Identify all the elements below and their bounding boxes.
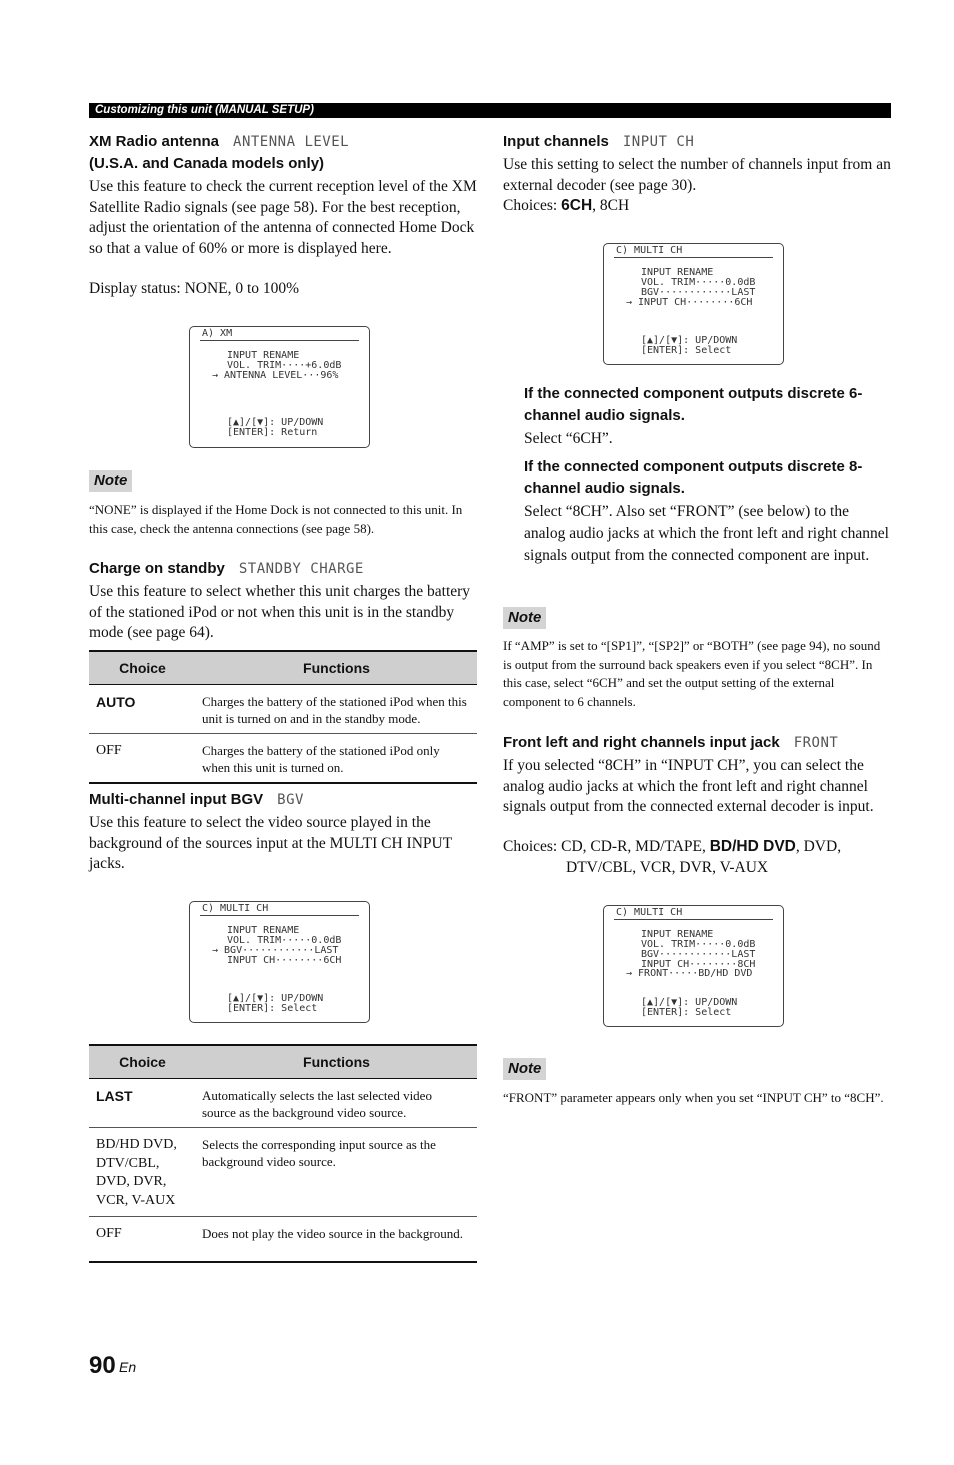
page-language: En <box>119 1359 137 1375</box>
bgv-body: Use this feature to select the video source played in the background of the sources input at the MULTI CH INPUT jacks. <box>89 814 452 872</box>
inputch-choices: Choices: 6CH, 8CH <box>503 197 630 214</box>
xm-subheading: (U.S.A. and Canada models only) <box>89 155 325 172</box>
table-row: LAST Automatically selects the last selected video source as the background video source. <box>89 1079 477 1128</box>
front-choices: Choices: CD, CD-R, MD/TAPE, BD/HD DVD, DVD, <box>503 838 842 855</box>
standby-table <box>89 650 477 784</box>
inputch-note: If “AMP” is set to “[SP1]”, “[SP2]” or “BOTH” (see page 94), no sound is output from the surround back speakers even if you select “8CH”. In this case, select “6CH” and set the output setting of the external component to 6 channels. <box>503 638 881 709</box>
xm-body: Use this feature to check the current reception level of the XM Satellite Radio signals (see page 58). For the best reception, adjust the orientation of the antenna of connected Home Dock so that a value of 60% or more is displayed here. <box>89 178 477 257</box>
xm-heading: XM Radio antenna ANTENNA LEVEL <box>89 133 350 150</box>
standby-body: Use this feature to select whether this unit charges the battery of the stationed iPod or not when this unit is in the standby mode (see page 64). <box>89 583 471 641</box>
inputch-note-tag: Note <box>503 607 546 629</box>
inputch-body: Use this setting to select the number of channels input from an external decoder (see page 30). <box>503 156 891 194</box>
case1-heading: If the connected component outputs discrete 6-channel audio signals. <box>524 385 863 424</box>
section-header: Customizing this unit (MANUAL SETUP) <box>95 104 314 116</box>
page-number: 90 <box>89 1352 116 1379</box>
case1-body: Select “6CH”. <box>524 430 613 447</box>
xm-lcd-display: A) XM INPUT RENAME VOL. TRIM····+6.0dB → ANTENNA LEVEL···96% [▲]/[▼]: UP/DOWN [ENTER]: Return <box>189 326 370 448</box>
front-note: “FRONT” parameter appears only when you set “INPUT CH” to “8CH”. <box>503 1090 884 1105</box>
table-header-choice: Choice <box>89 651 196 685</box>
table-row: AUTO Charges the battery of the stationed iPod when this unit is turned on and in the standby mode. <box>89 685 477 734</box>
table-row: OFF Charges the battery of the stationed iPod only when this unit is turned on. <box>89 734 477 784</box>
case2-body: Select “8CH”. Also set “FRONT” (see below) to the analog audio jacks at which the front left and right channel signals output from the connected component are input. <box>524 503 889 564</box>
bgv-heading: Multi-channel input BGV BGV <box>89 791 304 808</box>
xm-status: Display status: NONE, 0 to 100% <box>89 280 300 297</box>
bgv-table <box>89 1044 477 1263</box>
table-header-functions: Functions <box>196 1045 477 1079</box>
xm-note: “NONE” is displayed if the Home Dock is not connected to this unit. In this case, check the antenna connections (see page 58). <box>89 502 463 536</box>
front-choices-line2: DTV/CBL, VCR, DVR, V-AUX <box>566 859 769 876</box>
front-note-tag: Note <box>503 1058 546 1080</box>
display-title: A) XM <box>200 328 359 341</box>
standby-heading: Charge on standby STANDBY CHARGE <box>89 560 364 577</box>
front-lcd-display: C) MULTI CH INPUT RENAME VOL. TRIM·····0.0dB BGV············LAST INPUT CH········8CH → FRONT·····BD/HD DVD [▲]/[▼]: UP/DOWN [ENTER]: Select <box>603 905 784 1027</box>
xm-note-tag: Note <box>89 470 132 492</box>
display-title: C) MULTI CH <box>614 907 773 920</box>
table-header-choice: Choice <box>89 1045 196 1079</box>
front-heading: Front left and right channels input jack FRONT <box>503 734 839 751</box>
case2-heading: If the connected component outputs discrete 8-channel audio signals. <box>524 458 863 497</box>
table-row: OFF Does not play the video source in the background. <box>89 1217 477 1263</box>
inputch-heading: Input channels INPUT CH <box>503 133 695 150</box>
inputch-lcd-display: C) MULTI CH INPUT RENAME VOL. TRIM·····0.0dB BGV············LAST → INPUT CH········6CH [▲]/[▼]: UP/DOWN [ENTER]: Select <box>603 243 784 365</box>
display-title: C) MULTI CH <box>200 903 359 916</box>
display-title: C) MULTI CH <box>614 245 773 258</box>
table-header-functions: Functions <box>196 651 477 685</box>
bgv-lcd-display: C) MULTI CH INPUT RENAME VOL. TRIM·····0.0dB → BGV············LAST INPUT CH········6CH [▲]/[▼]: UP/DOWN [ENTER]: Select <box>189 901 370 1023</box>
table-row: BD/HD DVD, DTV/CBL, DVD, DVR, VCR, V-AUX Selects the corresponding input source as the background video source. <box>89 1128 477 1217</box>
front-body: If you selected “8CH” in “INPUT CH”, you can select the analog audio jacks at which the front left and right channel signals output from the connected external decoder is input. <box>503 757 874 815</box>
